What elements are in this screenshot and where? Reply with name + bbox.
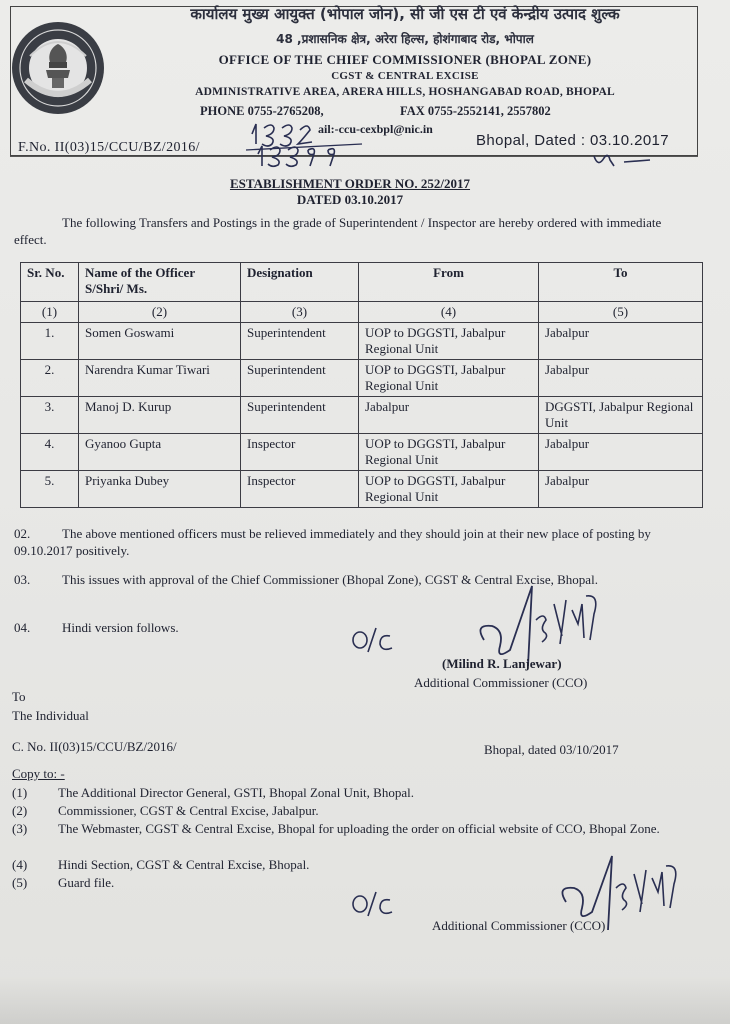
handwritten-initial-mark — [590, 150, 660, 172]
header-sr-no: Sr. No. — [21, 263, 79, 302]
copy-to-number: (4) — [12, 857, 28, 872]
cell-to: Jabalpur — [539, 471, 703, 508]
cell-to: DGGSTI, Jabalpur Regional Unit — [539, 397, 703, 434]
transfer-table — [20, 262, 703, 508]
cell-sr-no: 1. — [21, 323, 79, 360]
copy-to-text: The Additional Director General, GSTI, Bhopal Zonal Unit, Bhopal. — [58, 785, 414, 800]
bottom-signatory-designation: Additional Commissioner (CCO) — [432, 918, 606, 933]
copy-to-number: (2) — [12, 803, 28, 818]
department-name: CGST & CENTRAL EXCISE — [331, 70, 479, 82]
table-row — [21, 323, 703, 360]
column-number: (2) — [79, 302, 241, 323]
file-number: F.No. II(03)15/CCU/BZ/2016/ — [18, 140, 200, 155]
copy-to-text: Guard file. — [58, 875, 115, 890]
office-name: OFFICE OF THE CHIEF COMMISSIONER (BHOPAL ZONE) — [218, 52, 592, 67]
order-date: DATED 03.10.2017 — [296, 192, 404, 207]
handwritten-oc-mark — [350, 890, 400, 920]
dated-bottom: Bhopal, dated 03/10/2017 — [484, 742, 619, 757]
header-designation: Designation — [241, 263, 359, 302]
copy-to-number: (1) — [12, 785, 28, 800]
table-row — [21, 360, 703, 397]
cell-designation: Superintendent — [241, 360, 359, 397]
cell-officer-name: Narendra Kumar Tiwari — [79, 360, 241, 397]
copy-to-item — [12, 785, 702, 801]
cell-officer-name: Manoj D. Kurup — [79, 397, 241, 434]
fax-number: FAX 0755-2552141, 2557802 — [400, 104, 551, 118]
cell-officer-name: Priyanka Dubey — [79, 471, 241, 508]
paragraph-number: 04. — [14, 620, 31, 635]
cell-from: UOP to DGGSTI, Jabalpur Regional Unit — [359, 360, 539, 397]
column-number: (4) — [359, 302, 539, 323]
national-emblem-seal-icon — [12, 22, 104, 114]
c-number: C. No. II(03)15/CCU/BZ/2016/ — [12, 739, 177, 754]
cell-sr-no: 3. — [21, 397, 79, 434]
copy-to-text: Hindi Section, CGST & Central Excise, Bhopal. — [58, 857, 310, 872]
intro-paragraph: The following Transfers and Postings in the grade of Superintendent / Inspector are hereby ordered with immediate effect. — [14, 215, 662, 247]
header-to: To — [539, 263, 703, 302]
paragraph-number: 02. — [14, 526, 31, 541]
cell-sr-no: 4. — [21, 434, 79, 471]
order-title: ESTABLISHMENT ORDER NO. 252/2017 — [229, 176, 471, 191]
column-number-row — [21, 302, 703, 323]
table-header-row — [21, 263, 703, 302]
to-label: To — [12, 689, 26, 704]
paper-shadow — [0, 976, 730, 1024]
cell-sr-no: 5. — [21, 471, 79, 508]
cell-officer-name: Somen Goswami — [79, 323, 241, 360]
cell-to: Jabalpur — [539, 360, 703, 397]
paragraph-text: The above mentioned officers must be relieved immediately and they should join at their new place of posting by 09.10.2017 positively. — [14, 526, 651, 558]
table-row — [21, 397, 703, 434]
paragraph-text: Hindi version follows. — [62, 620, 179, 635]
signatory-designation: Additional Commissioner (CCO) — [414, 675, 588, 690]
header-from: From — [359, 263, 539, 302]
column-number: (5) — [539, 302, 703, 323]
header-officer-name: Name of the Officer S/Shri/ Ms. — [79, 263, 241, 302]
copy-to-text: The Webmaster, CGST & Central Excise, Bhopal for uploading the order on official website of CCO, Bhopal Zone. — [58, 821, 660, 836]
table-row — [21, 471, 703, 508]
cell-from: UOP to DGGSTI, Jabalpur Regional Unit — [359, 323, 539, 360]
copy-to-heading: Copy to: - — [12, 766, 65, 781]
email-address: ail:-ccu-cexbpl@nic.in — [318, 122, 433, 136]
handwritten-oc-mark — [350, 626, 400, 656]
paragraph-text: This issues with approval of the Chief Commissioner (Bhopal Zone), CGST & Central Excise, Bhopal. — [62, 572, 598, 587]
column-number: (1) — [21, 302, 79, 323]
cell-designation: Superintendent — [241, 397, 359, 434]
column-number: (3) — [241, 302, 359, 323]
copy-to-number: (3) — [12, 821, 28, 836]
cell-designation: Superintendent — [241, 323, 359, 360]
cell-from: Jabalpur — [359, 397, 539, 434]
copy-to-number: (5) — [12, 875, 28, 890]
cell-officer-name: Gyanoo Gupta — [79, 434, 241, 471]
copy-to-text: Commissioner, CGST & Central Excise, Jabalpur. — [58, 803, 319, 818]
table-row — [21, 434, 703, 471]
cell-designation: Inspector — [241, 471, 359, 508]
letterhead-hindi-line-1: कार्यालय मुख्य आयुक्त (भोपाल जोन), सी जी एस टी एवं केन्द्रीय उत्पाद शुल्क — [190, 5, 620, 23]
paragraph-number: 03. — [14, 572, 31, 587]
dated-top: Bhopal, Dated : 03.10.2017 — [476, 132, 670, 149]
cell-to: Jabalpur — [539, 323, 703, 360]
cell-to: Jabalpur — [539, 434, 703, 471]
letterhead-hindi-line-2: 48 ,प्रशासनिक क्षेत्र, अरेरा हिल्स, होशंगाबाद रोड, भोपाल — [276, 32, 534, 46]
paragraph-02 — [14, 525, 694, 559]
copy-to-item — [12, 821, 702, 853]
office-address: ADMINISTRATIVE AREA, ARERA HILLS, HOSHANGABAD ROAD, BHOPAL — [195, 86, 615, 98]
handwritten-file-ref — [244, 120, 369, 168]
cell-from: UOP to DGGSTI, Jabalpur Regional Unit — [359, 434, 539, 471]
cell-sr-no: 2. — [21, 360, 79, 397]
phone-number: PHONE 0755-2765208, — [200, 104, 324, 118]
signatory-name: (Milind R. Lanjewar) — [442, 656, 562, 671]
cell-from: UOP to DGGSTI, Jabalpur Regional Unit — [359, 471, 539, 508]
to-recipient: The Individual — [12, 708, 89, 723]
cell-designation: Inspector — [241, 434, 359, 471]
copy-to-item — [12, 803, 702, 819]
